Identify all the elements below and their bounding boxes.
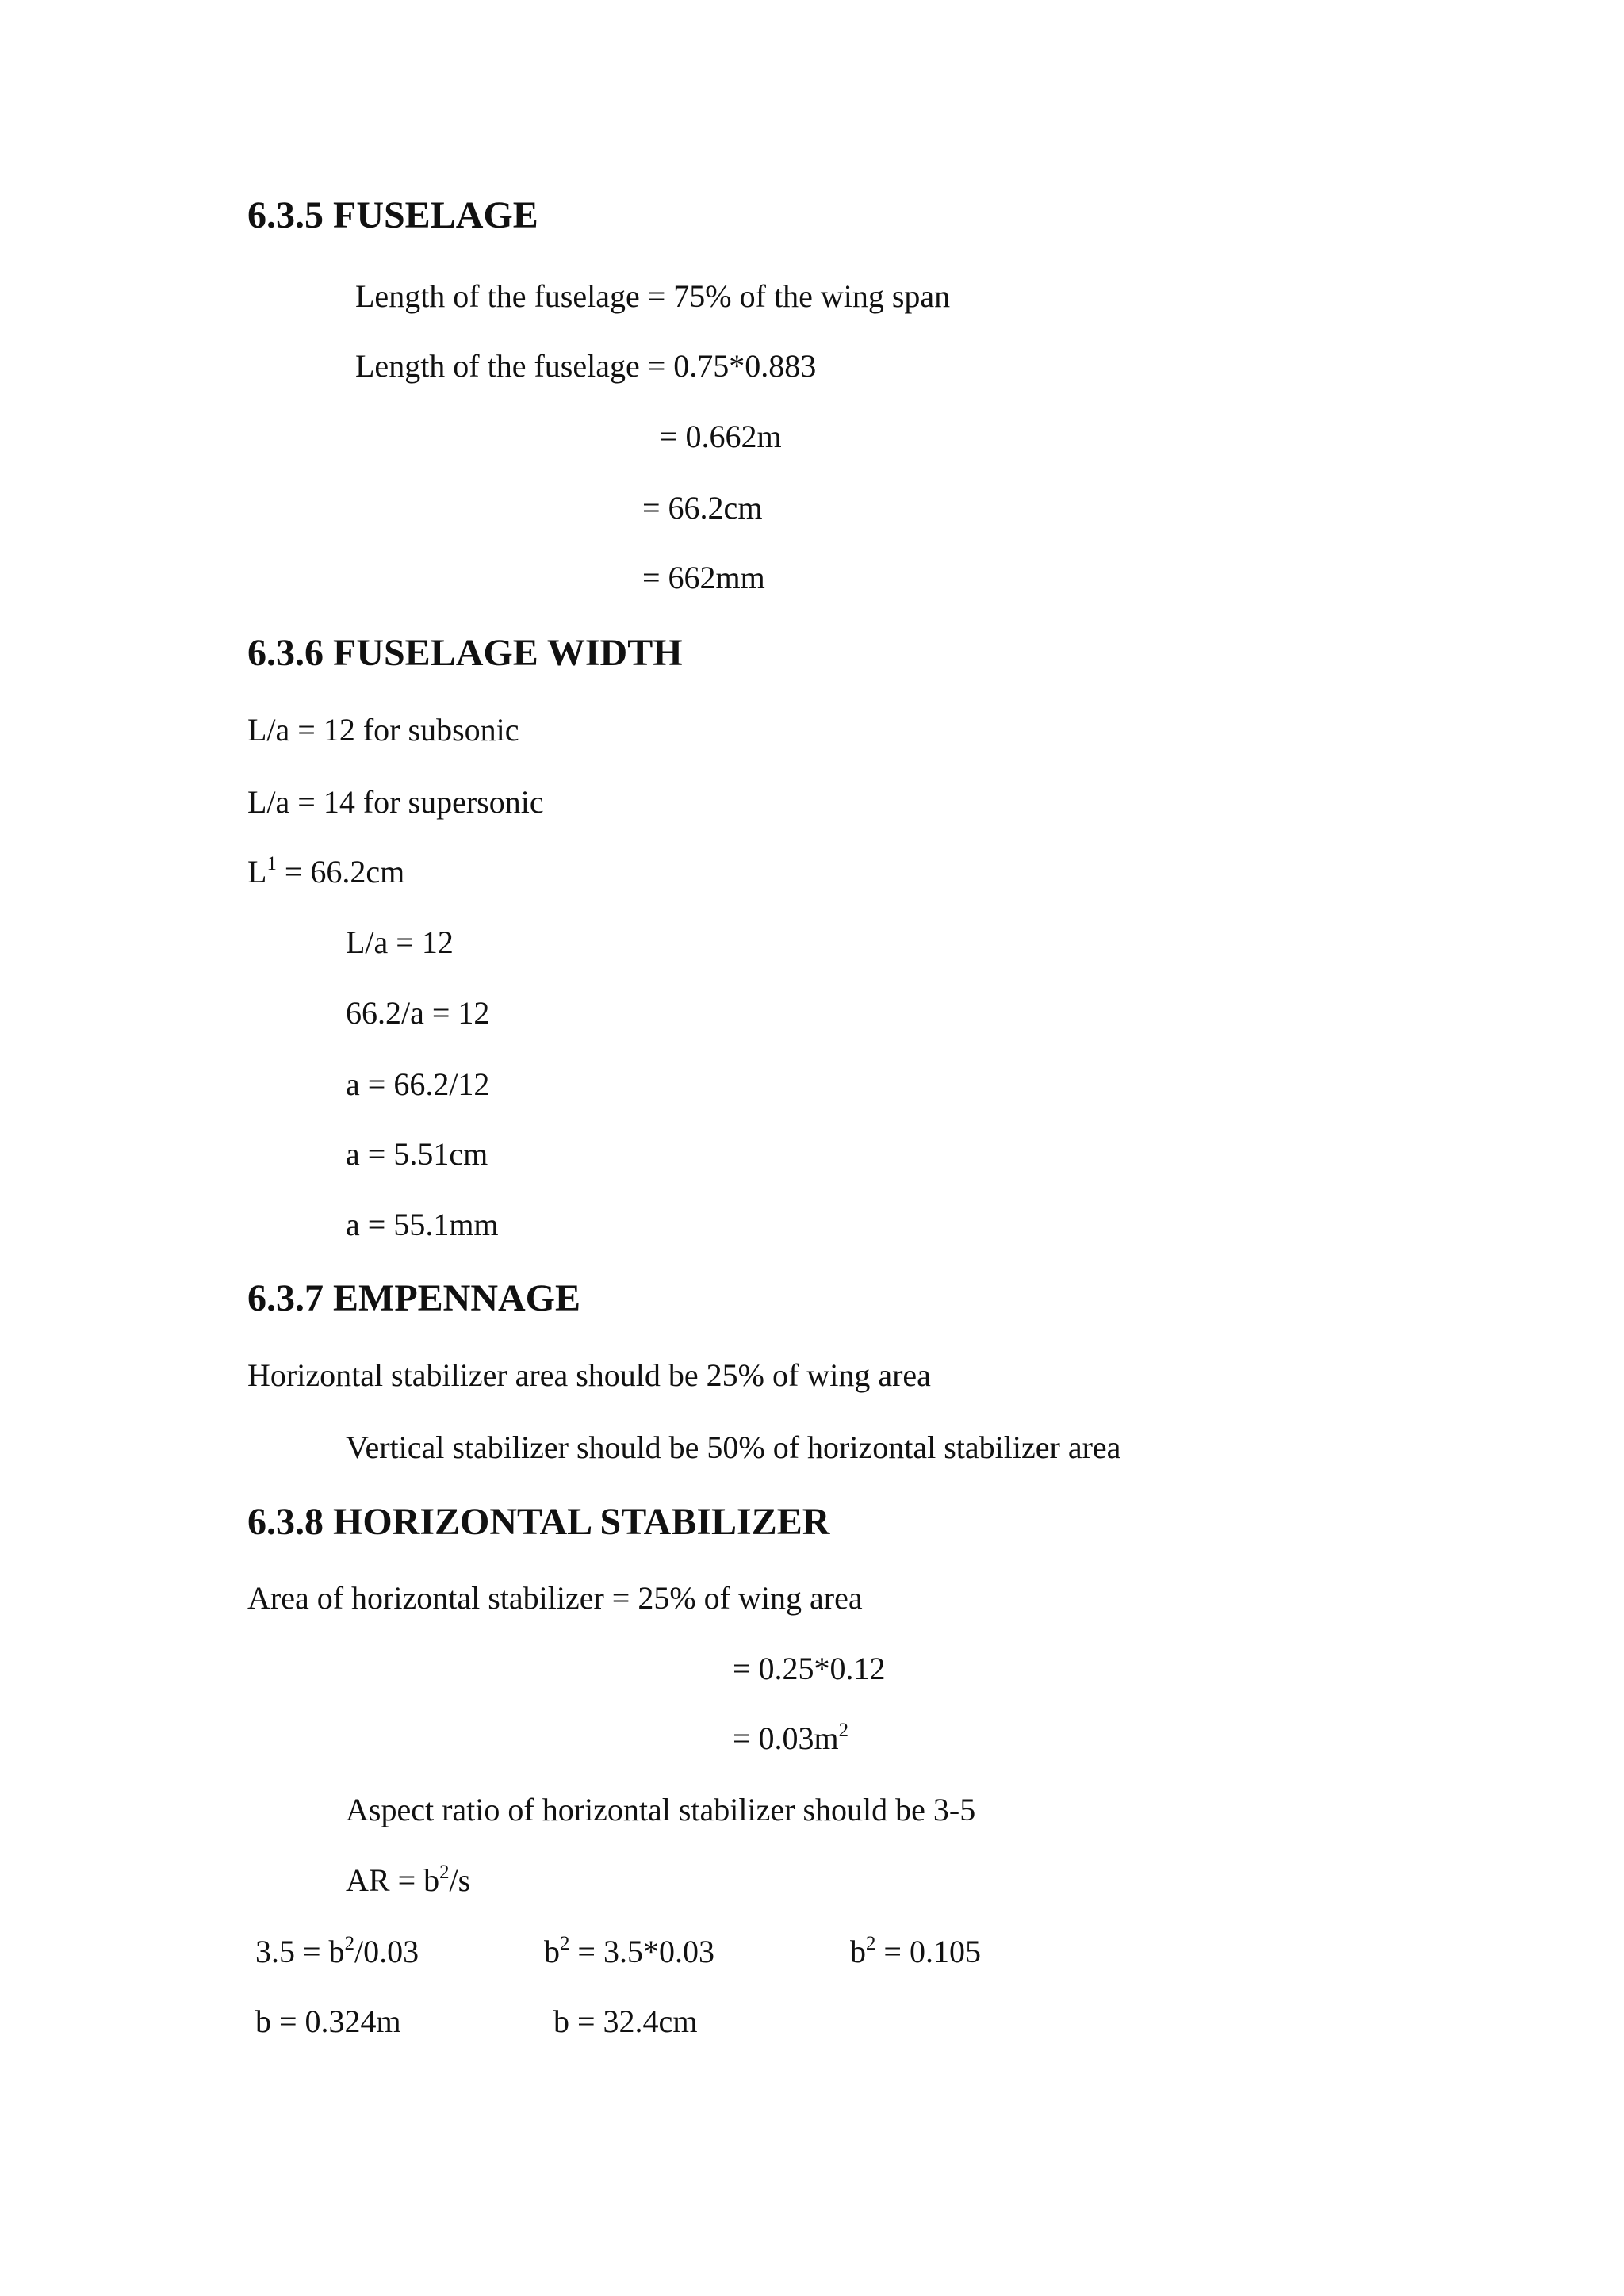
stabilizer-area-calc: = 0.25*0.12	[733, 1651, 886, 1686]
horizontal-stabilizer-rule: Horizontal stabilizer area should be 25% of wing area	[247, 1357, 931, 1393]
fuselage-length-line: Length of the fuselage = 75% of the wing span	[355, 278, 951, 314]
heading-empennage: 6.3.7 EMPENNAGE	[247, 1277, 580, 1319]
heading-fuselage-width: 6.3.6 FUSELAGE WIDTH	[247, 632, 683, 674]
width-calc-line: a = 66.2/12	[346, 1066, 490, 1102]
width-result-cm: a = 5.51cm	[346, 1136, 488, 1172]
vertical-stabilizer-rule: Vertical stabilizer should be 50% of horizontal stabilizer area	[346, 1429, 1121, 1465]
width-result-mm: a = 55.1mm	[346, 1207, 499, 1242]
aspect-ratio-note: Aspect ratio of horizontal stabilizer should be 3-5	[346, 1792, 976, 1827]
heading-fuselage: 6.3.5 FUSELAGE	[247, 194, 538, 236]
equation-span-squared: $b^2 = 3.5*0.03$	[544, 1932, 714, 1969]
fuselage-length-cm: = 66.2cm	[642, 490, 763, 526]
fuselage-length-m: = 0.662m	[660, 419, 782, 454]
width-calc-line: L/a = 12	[346, 924, 454, 960]
width-calc-line: 66.2/a = 12	[346, 995, 490, 1031]
span-result-m: b = 0.324m	[255, 2003, 401, 2039]
equation-span-squared-value: $b^2 = 0.105$	[850, 1932, 981, 1969]
fuselage-length-mm: = 662mm	[642, 560, 765, 595]
equation-span-ratio: $3.5 = b^2/0.03$	[255, 1932, 419, 1969]
stabilizer-area-result: = $0.03m^2$	[733, 1719, 849, 1756]
ratio-supersonic: L/a = 14 for supersonic	[247, 784, 544, 820]
span-result-cm: b = 32.4cm	[553, 2003, 698, 2039]
fuselage-length-l1: $L^1 = 66.2cm$	[247, 852, 405, 890]
ratio-subsonic: L/a = 12 for subsonic	[247, 712, 519, 748]
stabilizer-area-line: Area of horizontal stabilizer = 25% of wing area	[247, 1580, 863, 1616]
aspect-ratio-formula: AR = $b^2/s$	[346, 1861, 471, 1898]
heading-horizontal-stabilizer: 6.3.8 HORIZONTAL STABILIZER	[247, 1501, 830, 1543]
fuselage-length-calc: Length of the fuselage = 0.75*0.883	[355, 348, 817, 384]
